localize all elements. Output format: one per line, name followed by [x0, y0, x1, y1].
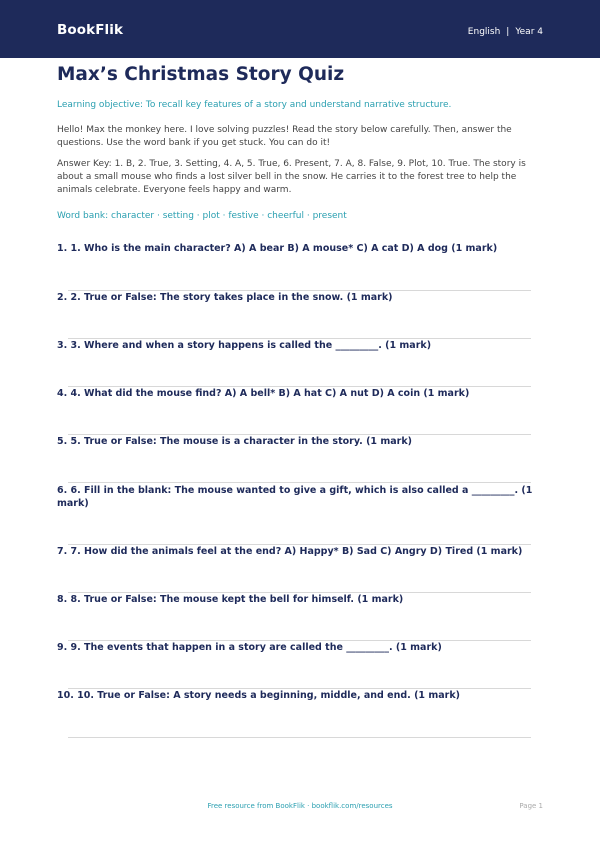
question-5: 5. 5. True or False: The mouse is a character in the story. (1 mark)	[57, 436, 412, 447]
header-meta	[468, 27, 543, 37]
intro-paragraph: Hello! Max the monkey here. I love solving puzzles! Read the story below carefully. Then, answer the questions. Use the word bank if you get stuck. You can do it!	[57, 125, 512, 148]
page-number: Page 1	[519, 802, 543, 810]
answer-key-paragraph: Answer Key: 1. B, 2. True, 3. Setting, 4. A, 5. True, 6. Present, 7. A, 8. False, 9. Plot, 10. True. The story is about a small mouse who finds a lost silver bell in the snow. He carries it to the forest tree to help the animals celebrate. Everyone feels happy and warm.	[57, 159, 526, 195]
year-label: Year 4	[515, 27, 543, 37]
question-1: 1. 1. Who is the main character? A) A bear B) A mouse* C) A cat D) A dog (1 mark)	[57, 243, 498, 254]
meta-separator: |	[506, 27, 510, 37]
question-9: 9. 9. The events that happen in a story are called the _________. (1 mark)	[57, 642, 442, 653]
question-6: 6. 6. Fill in the blank: The mouse wanted to give a gift, which is also called a _________. (1 mark)	[57, 485, 533, 509]
question-8: 8. 8. True or False: The mouse kept the bell for himself. (1 mark)	[57, 594, 404, 605]
question-10: 10. 10. True or False: A story needs a beginning, middle, and end. (1 mark)	[57, 690, 460, 701]
question-3: 3. 3. Where and when a story happens is called the _________. (1 mark)	[57, 340, 432, 351]
brand-logo[interactable]: BookFlik	[57, 22, 124, 38]
footer-link[interactable]: Free resource from BookFlik · bookflik.com/resources	[207, 802, 393, 810]
answer-line-10[interactable]	[68, 737, 531, 738]
word-bank: Word bank: character · setting · plot · festive · cheerful · present	[57, 211, 347, 221]
subject-label: English	[467, 27, 501, 37]
learning-objective: Learning objective: To recall key features of a story and understand narrative structure.	[57, 100, 452, 110]
page-footer	[0, 802, 600, 814]
question-4: 4. 4. What did the mouse find? A) A bell* B) A hat C) A nut D) A coin (1 mark)	[57, 388, 470, 399]
question-2: 2. 2. True or False: The story takes place in the snow. (1 mark)	[57, 292, 393, 303]
header-bar	[0, 0, 600, 58]
answer-line-5[interactable]	[68, 482, 531, 483]
page-title: Max’s Christmas Story Quiz	[57, 64, 345, 85]
question-7: 7. 7. How did the animals feel at the end? A) Happy* B) Sad C) Angry D) Tired (1 mark)	[57, 546, 523, 557]
